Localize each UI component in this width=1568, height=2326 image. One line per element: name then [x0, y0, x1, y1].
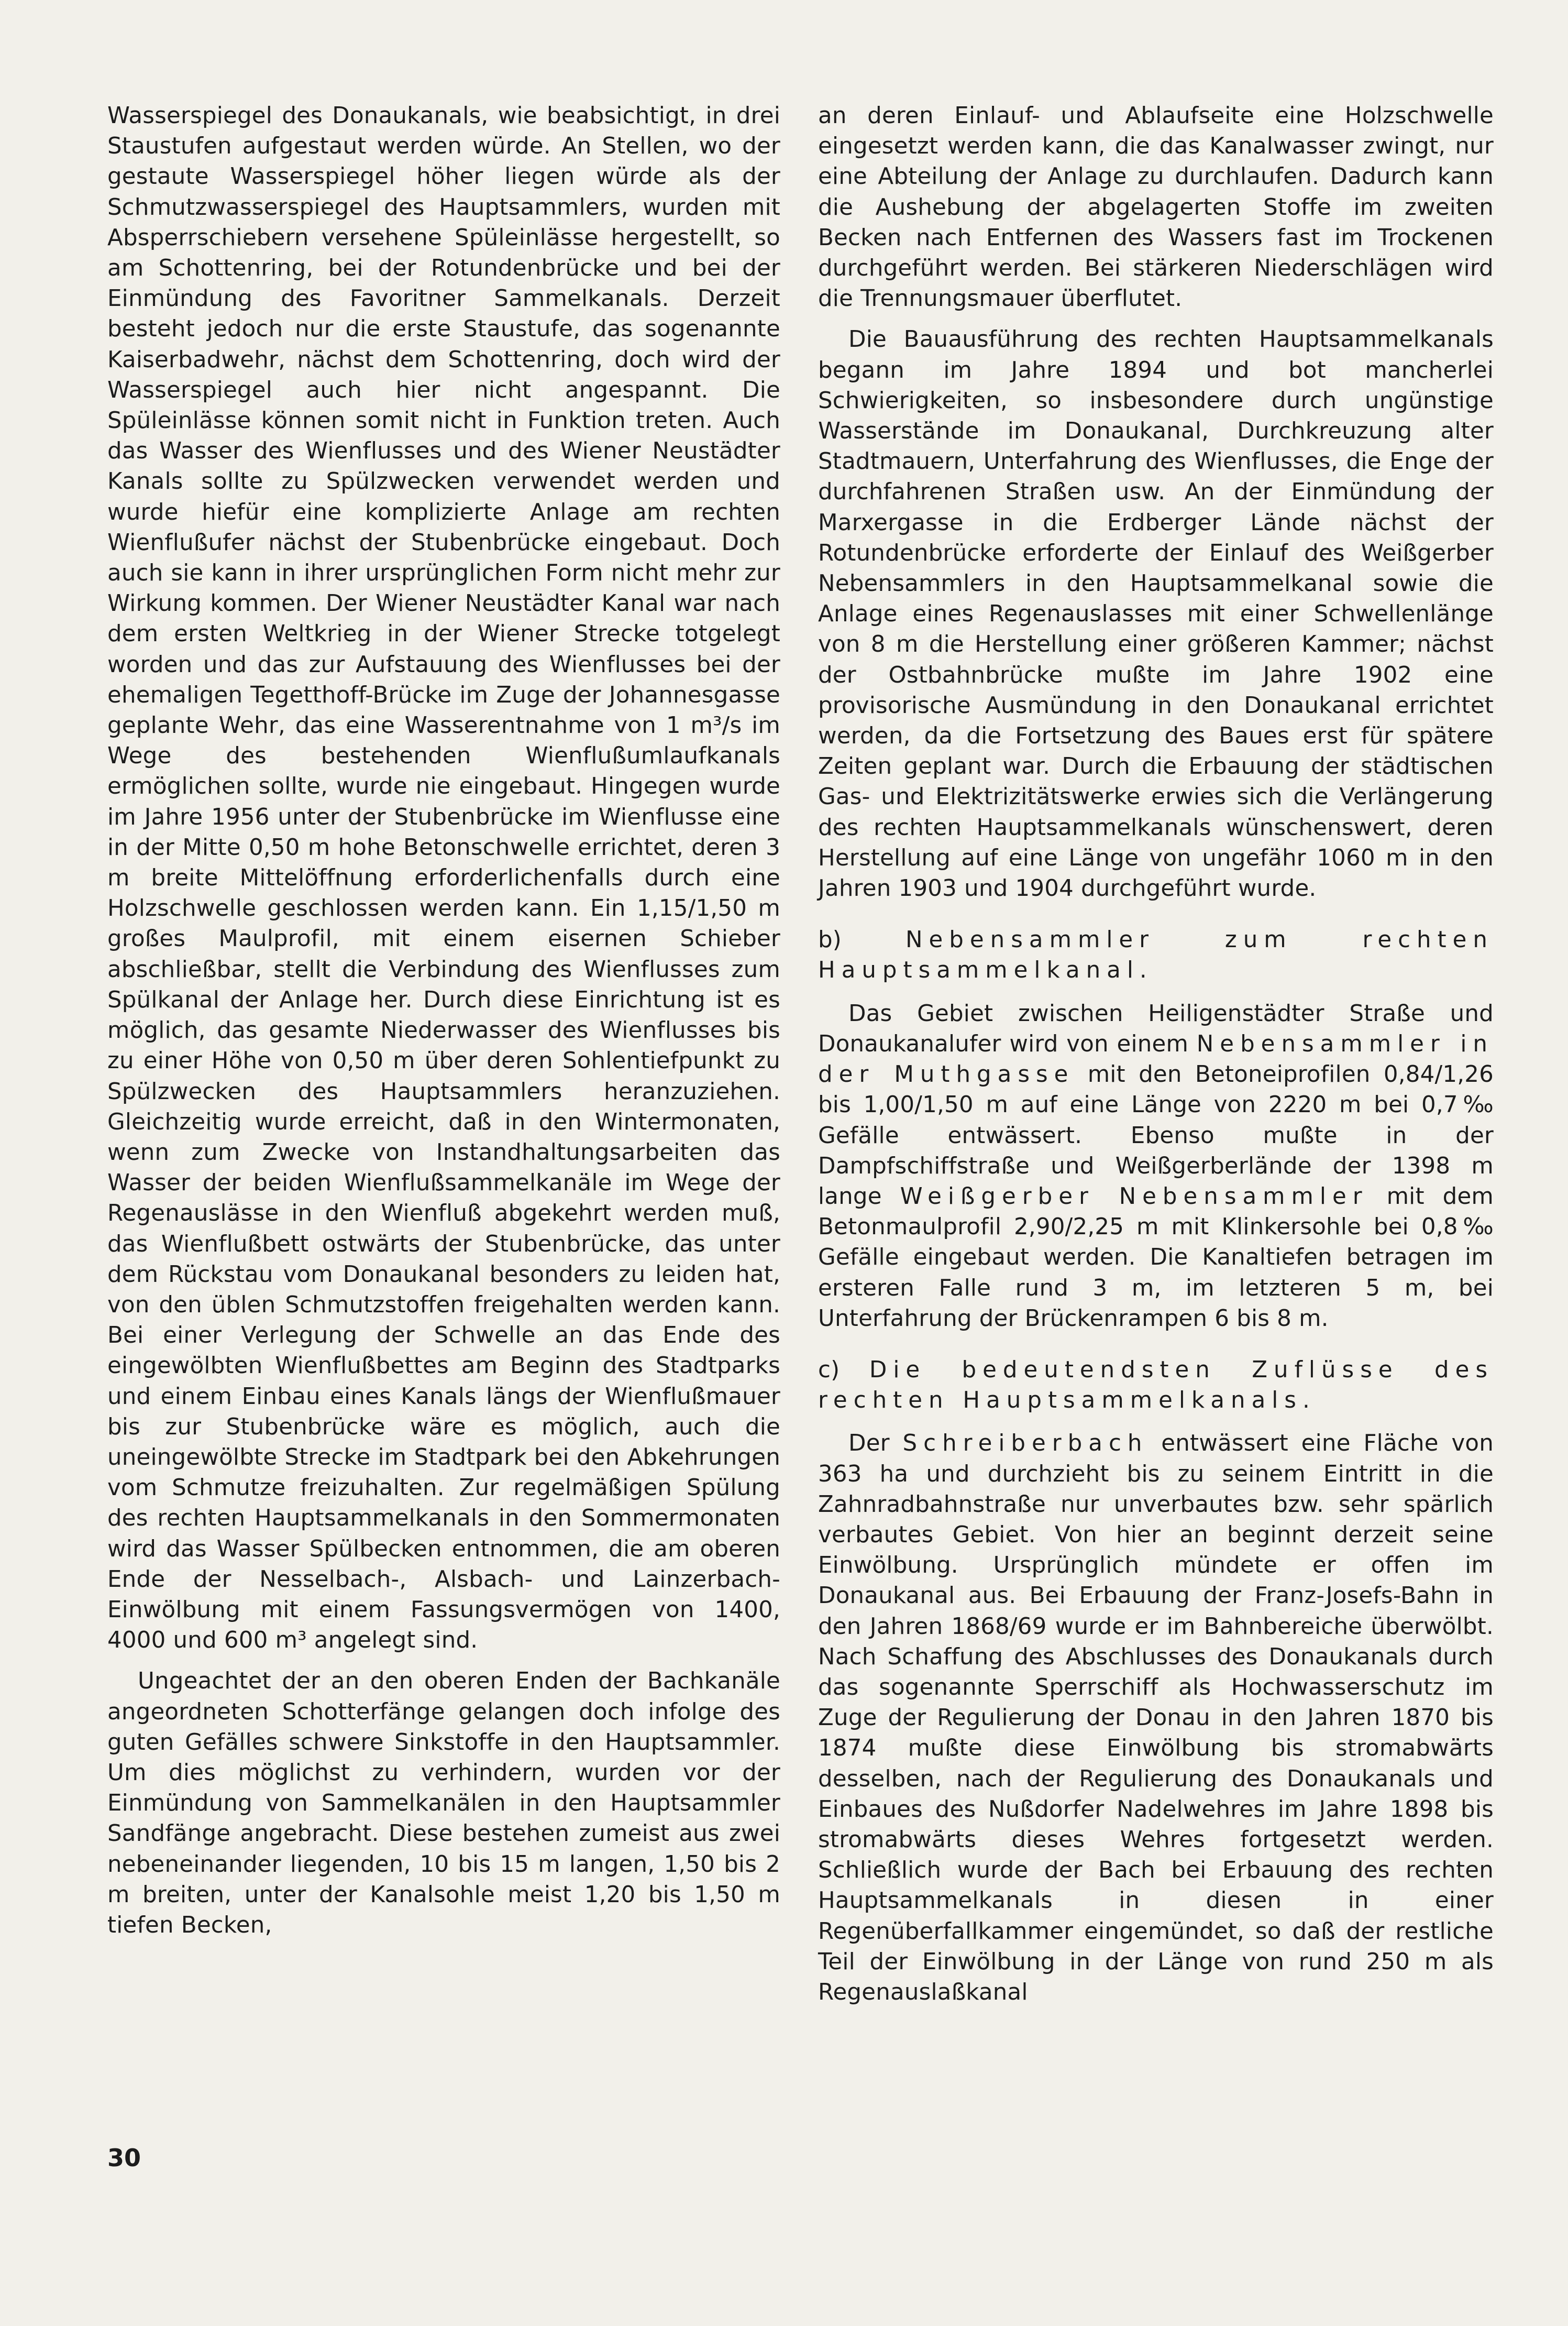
- section-label: b): [818, 927, 906, 953]
- section-label: c): [818, 1356, 869, 1383]
- paragraph: Ungeachtet der an den oberen Enden der Bachkanäle angeordneten Schotterfänge gelangen doch infolge des guten Gefälles schwere Sinkstoffe in den Hauptsammler. Um dies möglichst zu verhindern, wurden vor der Einmündung von Sammelkanälen in den Hauptsammler Sandfänge angebracht. Diese bestehen zumeist aus zwei nebeneinander liegenden, 10 bis 15 m langen, 1,50 bis 2 m breiten, unter der Kanalsohle meist 1,20 bis 1,50 m tiefen Becken,: [107, 1668, 780, 1938]
- paragraph-text: Das Gebiet zwischen Heiligenstädter Straße und Donaukanalufer wird von einem: [818, 1000, 1494, 1057]
- paragraph-text: Der: [848, 1430, 903, 1457]
- section-heading-c: [818, 1355, 1494, 1416]
- paragraph: [818, 999, 1494, 1334]
- section-heading-b: [818, 925, 1494, 985]
- paragraph: Wasserspiegel des Donaukanals, wie beabsichtigt, in drei Staustufen aufgestaut werden würde. An Stellen, wo der gestaute Wasserspiegel höher liegen würde als der Schmutzwasserspiegel des Hauptsammlers, wurden mit Absperrschiebern versehene Spüleinlässe hergestellt, so am Schottenring, bei der Rotundenbrücke und bei der Einmündung des Favoritner Sammelkanals. Derzeit besteht jedoch nur die erste Staustufe, das sogenannte Kaiserbadwehr, nächst dem Schottenring, doch wird der Wasserspiegel auch hier nicht angespannt. Die Spüleinlässe können somit nicht in Funktion treten. Auch das Wasser des Wienflusses und des Wiener Neustädter Kanals sollte zu Spülzwecken verwendet werden und wurde hiefür eine komplizierte Anlage am rechten Wienflußufer nächst der Stubenbrücke eingebaut. Doch auch sie kann in ihrer ursprünglichen Form nicht mehr zur Wirkung kommen. Der Wiener Neustädter Kanal war nach dem ersten Weltkrieg in der Wiener Strecke totgelegt worden und das zur Aufstauung des Wienflusses bei der ehemaligen Tegetthoff-Brücke im Zuge der Johannesgasse geplante Wehr, das eine Wasserentnahme von 1 m³/s im Wege des bestehenden Wienflußumlaufkanals ermöglichen sollte, wurde nie eingebaut. Hingegen wurde im Jahre 1956 unter der Stubenbrücke im Wienflusse eine in der Mitte 0,50 m hohe Betonschwelle errichtet, deren 3 m breite Mittelöffnung erforderlichenfalls durch eine Holzschwelle geschlossen werden kann. Ein 1,15/1,50 m großes Maulprofil, mit einem eisernen Schieber abschließbar, stellt die Verbindung des Wienflusses zum Spülkanal der Anlage her. Durch diese Einrichtung ist es möglich, das gesamte Niederwasser des Wienflusses bis zu einer Höhe von 0,50 m über deren Sohlentiefpunkt zu Spülzwecken des Hauptsammlers heranzuziehen. Gleichzeitig wurde erreicht, daß in den Wintermonaten, wenn zum Zwecke von Instandhaltungsarbeiten das Wasser der beiden Wienflußsammelkanäle im Wege der Regenauslässe in den Wienfluß abgekehrt werden muß, das Wienflußbett ostwärts der Stubenbrücke, das unter dem Rückstau vom Donaukanal besonders zu leiden hat, von den üblen Schmutzstoffen freigehalten werden kann. Bei einer Verlegung der Schwelle an das Ende des eingewölbten Wienflußbettes am Beginn des Stadtparks und einem Einbau eines Kanals längs der Wienflußmauer bis zur Stubenbrücke wäre es möglich, auch die uneingewölbte Strecke im Stadtpark bei den Abkehrungen vom Schmutze freizuhalten. Zur regelmäßigen Spülung des rechten Hauptsammelkanals in den Sommermonaten wird das Wasser Spülbecken entnommen, die am oberen Ende der Nesselbach-, Alsbach- und Lainzerbach-Einwölbung mit einem Fassungsvermögen von 1400, 4000 und 600 m³ angelegt sind.: [107, 103, 780, 1654]
- spaced-term: Weißgerber Nebensammler: [900, 1183, 1368, 1210]
- right-column: [818, 101, 1494, 2007]
- paragraph: an deren Einlauf- und Ablaufseite eine Holzschwelle eingesetzt werden kann, die das Kanalwasser zwingt, nur eine Abteilung der Anlage zu durchlaufen. Dadurch kann die Aushebung der abgelagerten Stoffe im zweiten Becken nach Entfernen des Wassers fast im Trockenen durchgeführt werden. Bei stärkeren Niederschlägen wird die Trennungsmauer überflutet.: [818, 103, 1494, 312]
- spaced-term: Nebensammler in der Muthgasse: [818, 1030, 1494, 1088]
- paragraph-text: mit dem Betonmaulprofil 2,90/2,25 m mit Klinkersohle bei 0,8‰ Gefälle eingebaut werden. Die Kanaltiefen betragen im ersteren Falle rund 3 m, im letzteren 5 m, bei Unterfahrung der Brückenrampen 6 bis 8 m.: [818, 1183, 1494, 1332]
- paragraph: [818, 1428, 1494, 2007]
- section-title: Die bedeutendsten Zuflüsse des rechten Hauptsammelkanals.: [818, 1356, 1494, 1414]
- section-title: Nebensammler zum rechten Hauptsammelkanal.: [818, 927, 1494, 984]
- spaced-term: Schreiberbach: [902, 1430, 1149, 1457]
- paragraph: Die Bauausführung des rechten Hauptsammelkanals begann im Jahre 1894 und bot mancherlei Schwierigkeiten, so insbesondere durch ungünstige Wasserstände im Donaukanal, Durchkreuzung alter Stadtmauern, Unterfahrung des Wienflusses, die Enge der durchfahrenen Straßen usw. An der Einmündung der Marxergasse in die Erdberger Lände nächst der Rotundenbrücke erforderte der Einlauf des Weißgerber Nebensammlers in den Hauptsammelkanal sowie die Anlage eines Regenauslasses mit einer Schwellenlänge von 8 m die Herstellung einer größeren Kammer; nächst der Ostbahnbrücke mußte im Jahre 1902 eine provisorische Ausmündung in den Donaukanal errichtet werden, da die Fortsetzung des Baues erst für spätere Zeiten geplant war. Durch die Erbauung der städtischen Gas- und Elektrizitätswerke erwies sich die Verlängerung des rechten Hauptsammelkanals wünschenswert, deren Herstellung auf eine Länge von ungefähr 1060 m in den Jahren 1903 und 1904 durchgeführt wurde.: [818, 326, 1494, 902]
- paragraph-text: mit den Betoneiprofilen 0,84/1,26 bis 1,00/1,50 m auf eine Länge von 2220 m bei 0,7‰ Gefälle entwässert. Ebenso mußte in der Dampfschiffstraße und Weißgerberlände der 1398 m lange: [818, 1061, 1494, 1210]
- page-number: 30: [107, 2144, 141, 2172]
- left-column: [107, 101, 780, 1940]
- paragraph-text: entwässert eine Fläche von 363 ha und durchzieht bis zu seinem Eintritt in die Zahnradbahnstraße nur unverbautes bzw. sehr spärlich verbautes Gebiet. Von hier an beginnt derzeit seine Einwölbung. Ursprünglich mündete er offen im Donaukanal aus. Bei Erbauung der Franz-Josefs-Bahn in den Jahren 1868/69 wurde er im Bahnbereiche überwölbt. Nach Schaffung des Abschlusses des Donaukanals durch das sogenannte Sperrschiff als Hochwasserschutz im Zuge der Regulierung der Donau in den Jahren 1870 bis 1874 mußte diese Einwölbung bis stromabwärts desselben, nach der Regulierung des Donaukanals und Einbaues des Nußdorfer Nadelwehres im Jahre 1898 bis stromabwärts dieses Wehres fortgesetzt werden. Schließlich wurde der Bach bei Erbauung des rechten Hauptsammelkanals in diesen in einer Regenüberfallkammer eingemündet, so daß der restliche Teil der Einwölbung in der Länge von rund 250 m als Regenauslaßkanal: [818, 1430, 1494, 2005]
